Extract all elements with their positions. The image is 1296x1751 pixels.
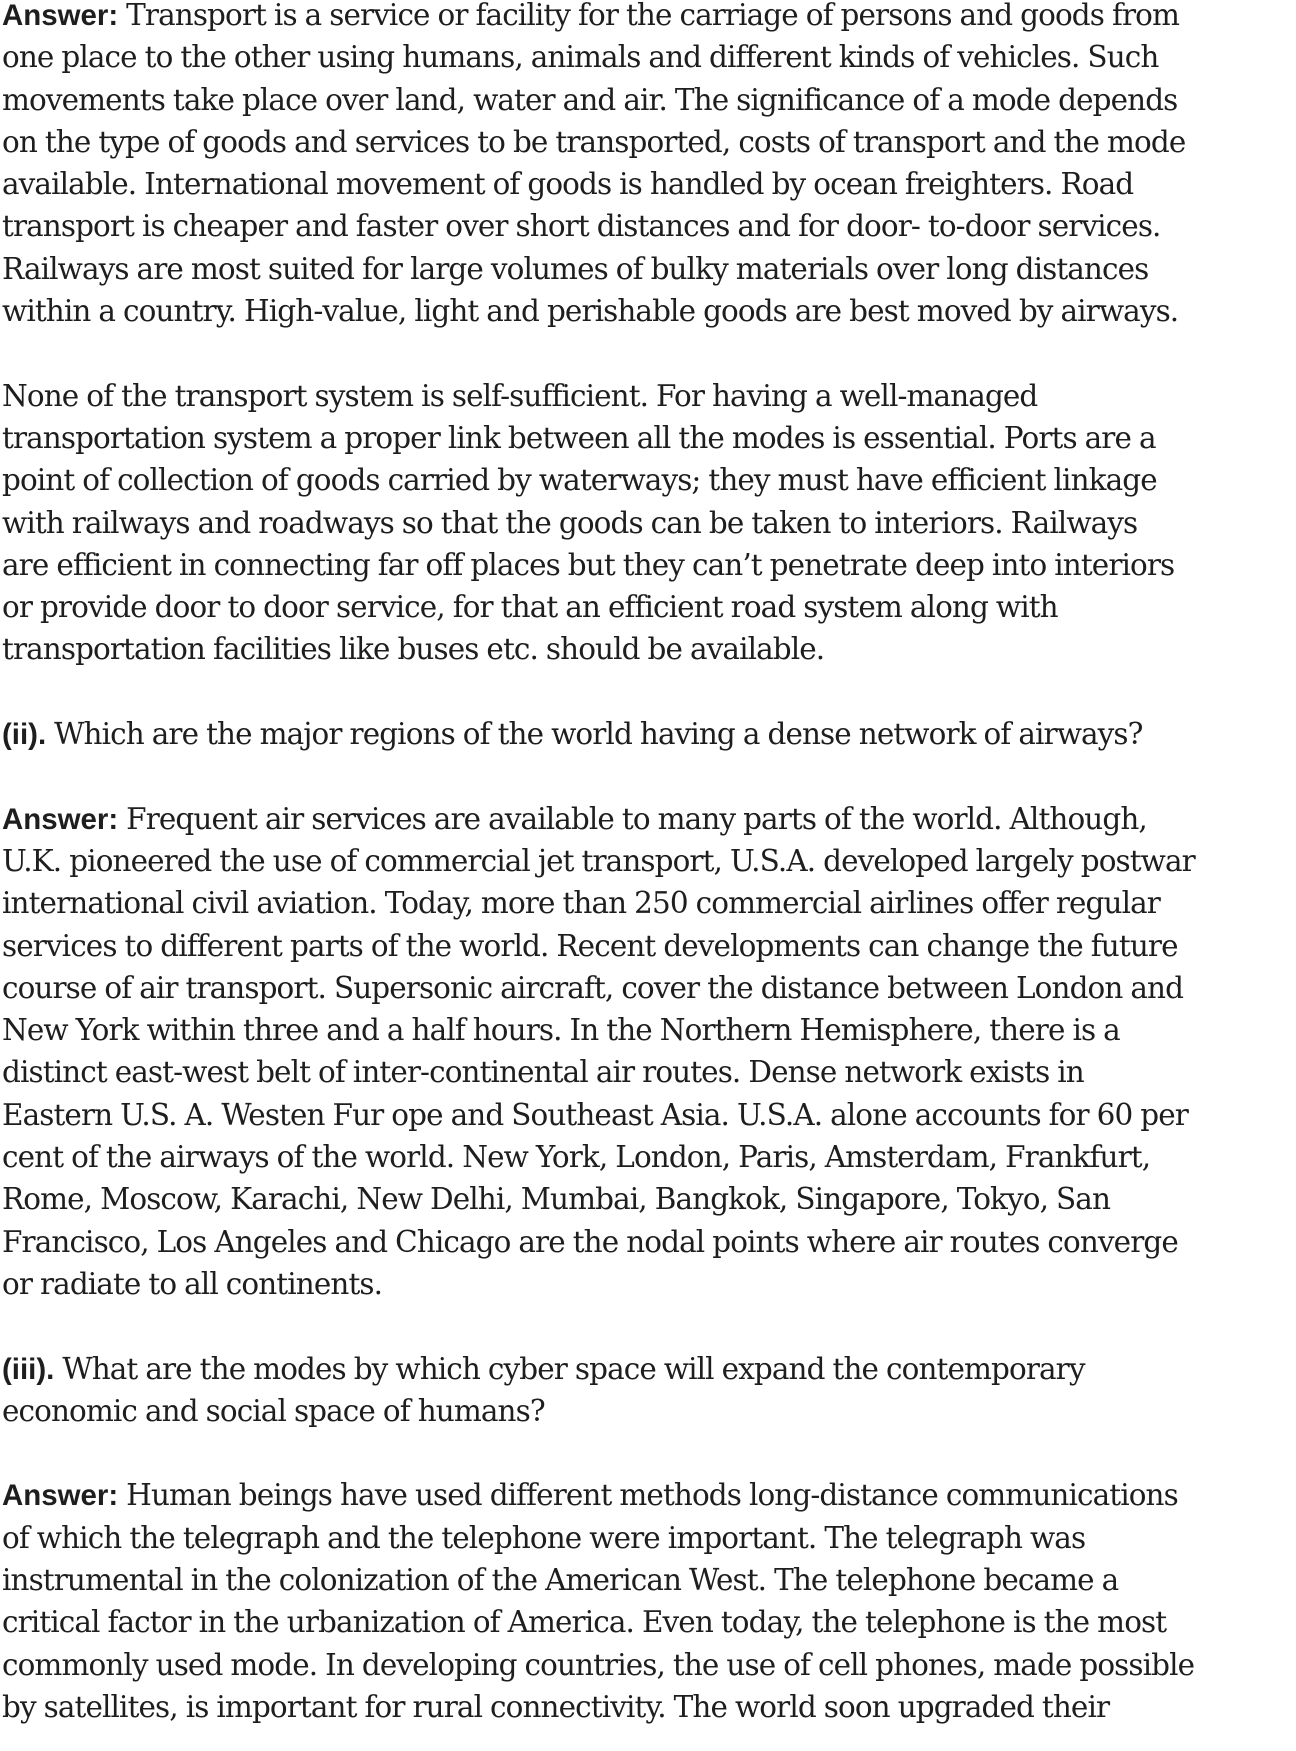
paragraph-gap xyxy=(2,332,1292,374)
text-line: Railways are most suited for large volumes of bulky materials over long distances xyxy=(2,251,1149,286)
text-line: transportation system a proper link between all the modes is essential. Ports are a xyxy=(2,420,1156,455)
text-line: cent of the airways of the world. New York, London, Paris, Amsterdam, Frankfurt, xyxy=(2,1140,1151,1175)
text-line: with railways and roadways so that the goods can be taken to interiors. Railways xyxy=(2,505,1138,540)
answer-block xyxy=(2,798,1292,1306)
text-line: Transport is a service or facility for the carriage of persons and goods from xyxy=(126,0,1180,32)
question-number: (iii). xyxy=(2,1352,55,1386)
paragraph-gap xyxy=(2,1305,1292,1347)
text-line: course of air transport. Supersonic aircraft, cover the distance between London and xyxy=(2,970,1184,1005)
question-block xyxy=(2,713,1292,755)
text-line: critical factor in the urbanization of America. Even today, the telephone is the most xyxy=(2,1605,1167,1640)
text-line: available. International movement of goods is handled by ocean freighters. Road xyxy=(2,167,1134,202)
text-line: movements take place over land, water and air. The significance of a mode depends xyxy=(2,82,1178,117)
text-line: one place to the other using humans, animals and different kinds of vehicles. Such xyxy=(2,40,1159,75)
paragraph-gap xyxy=(2,1432,1292,1474)
text-line: or radiate to all continents. xyxy=(2,1266,383,1301)
question-text: What are the modes by which cyber space will expand the contemporary xyxy=(62,1351,1085,1386)
question-block xyxy=(2,1348,1292,1433)
text-line: New York within three and a half hours. In the Northern Hemisphere, there is a xyxy=(2,1013,1120,1048)
document-page xyxy=(2,0,1292,1728)
text-line: within a country. High-value, light and perishable goods are best moved by airways. xyxy=(2,294,1179,329)
text-line: distinct east-west belt of inter-continental air routes. Dense network exists in xyxy=(2,1055,1084,1090)
text-line: Frequent air services are available to many parts of the world. Although, xyxy=(126,801,1147,836)
text-line: U.K. pioneered the use of commercial jet transport, U.S.A. developed largely postwar xyxy=(2,843,1195,878)
text-line: are efficient in connecting far off places but they can’t penetrate deep into interiors xyxy=(2,547,1175,582)
text-line: services to different parts of the world. Recent developments can change the future xyxy=(2,928,1178,963)
question-text: economic and social space of humans? xyxy=(2,1393,545,1428)
text-line: transportation facilities like buses etc. should be available. xyxy=(2,632,825,667)
answer-block xyxy=(2,0,1292,332)
text-line: instrumental in the colonization of the American West. The telephone became a xyxy=(2,1562,1119,1597)
answer-label: Answer: xyxy=(2,1479,119,1513)
text-line: Rome, Moscow, Karachi, New Delhi, Mumbai, Bangkok, Singapore, Tokyo, San xyxy=(2,1182,1111,1217)
text-line: commonly used mode. In developing countries, the use of cell phones, made possible xyxy=(2,1647,1195,1682)
answer-label: Answer: xyxy=(2,802,119,836)
question-text: Which are the major regions of the world having a dense network of airways? xyxy=(54,717,1143,752)
text-line: or provide door to door service, for that an efficient road system along with xyxy=(2,590,1058,625)
paragraph-gap xyxy=(2,671,1292,713)
paragraph xyxy=(2,375,1292,671)
text-line: of which the telegraph and the telephone were important. The telegraph was xyxy=(2,1520,1086,1555)
text-line: Eastern U.S. A. Westen Fur ope and Southeast Asia. U.S.A. alone accounts for 60 per xyxy=(2,1097,1188,1132)
text-line: None of the transport system is self-sufficient. For having a well-managed xyxy=(2,378,1038,413)
text-line: international civil aviation. Today, more than 250 commercial airlines offer regular xyxy=(2,886,1160,921)
question-number: (ii). xyxy=(2,718,47,752)
text-line: by satellites, is important for rural connectivity. The world soon upgraded their xyxy=(2,1689,1110,1724)
text-line: Francisco, Los Angeles and Chicago are the nodal points where air routes converge xyxy=(2,1224,1178,1259)
paragraph-gap xyxy=(2,755,1292,797)
text-line: on the type of goods and services to be transported, costs of transport and the mode xyxy=(2,124,1186,159)
answer-block xyxy=(2,1474,1292,1728)
text-line: transport is cheaper and faster over short distances and for door- to-door services. xyxy=(2,209,1161,244)
text-line: point of collection of goods carried by waterways; they must have efficient linkage xyxy=(2,463,1157,498)
answer-label: Answer: xyxy=(2,0,119,32)
text-line: Human beings have used different methods long-distance communications xyxy=(126,1478,1178,1513)
